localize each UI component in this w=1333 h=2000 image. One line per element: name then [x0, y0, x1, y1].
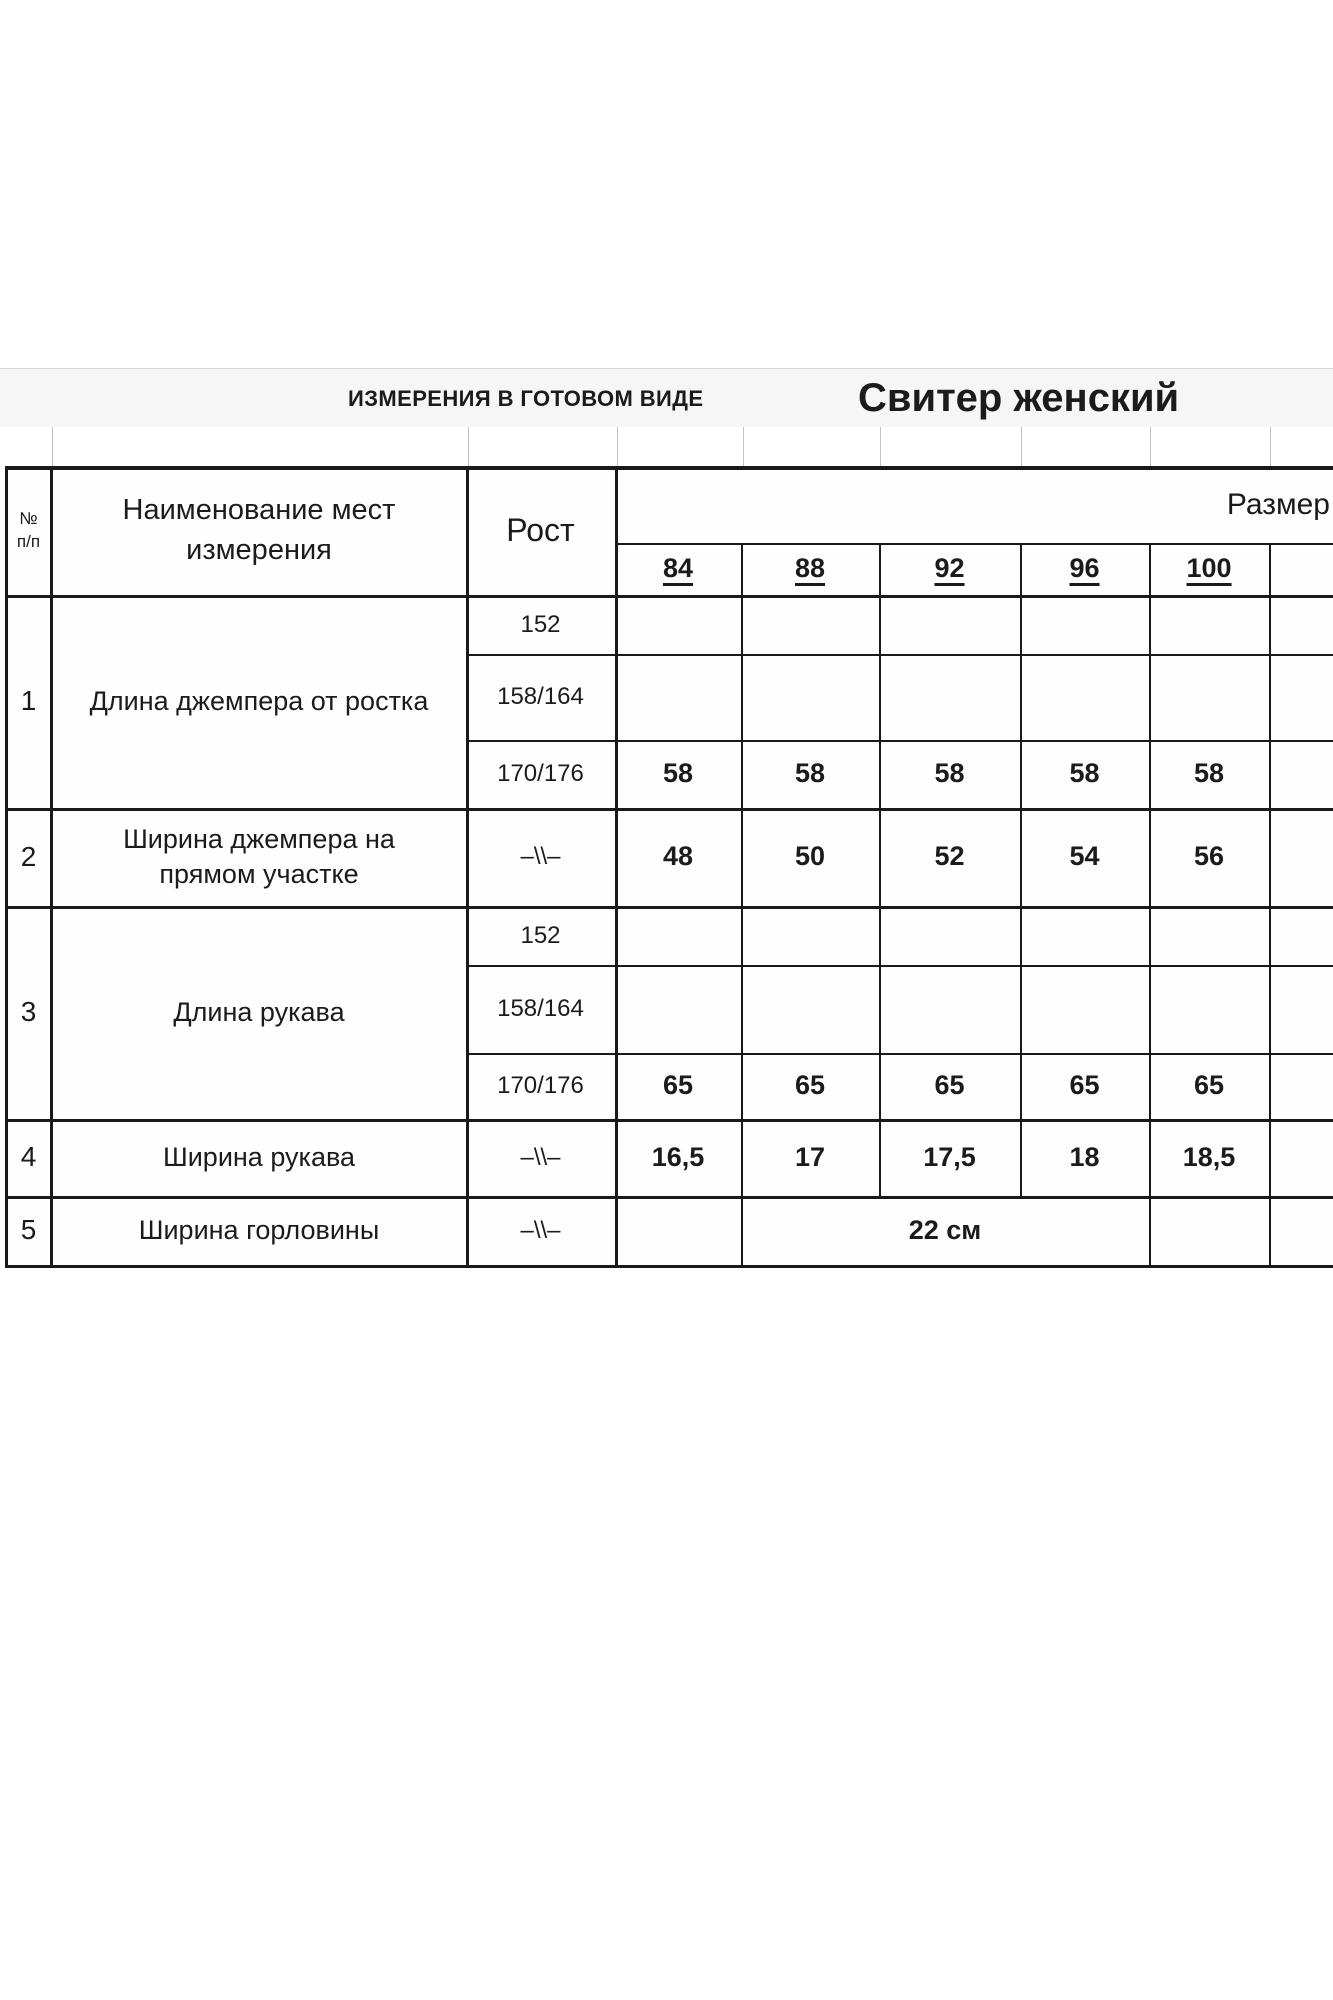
row1-value-84: 58 [662, 758, 694, 789]
row1-value-88: 58 [794, 758, 826, 789]
header-no-line2: п/п [16, 531, 41, 551]
gridline [468, 427, 469, 466]
gridline [1021, 427, 1022, 466]
header-size-84: 84 [662, 553, 694, 584]
row2-label-line1: Ширина джемпера на [123, 823, 395, 854]
row2-value-84: 48 [662, 841, 694, 872]
row4-value-84: 16,5 [651, 1141, 705, 1172]
row2-value-100: 56 [1193, 841, 1225, 872]
header-size-88: 88 [794, 553, 826, 584]
row4-number: 4 [20, 1141, 37, 1173]
header-size-92: 92 [934, 553, 965, 584]
gridline [1270, 427, 1271, 466]
row2-label-line2: прямом участке [159, 859, 359, 889]
row1-value-100: 58 [1193, 758, 1225, 789]
row2-label [52, 808, 466, 906]
row3-number: 3 [20, 996, 37, 1028]
row3-height-170-176: 170/176 [497, 1072, 584, 1100]
page-title: Свитер женский [858, 376, 1180, 420]
gridline [1150, 427, 1151, 466]
gridline [880, 427, 881, 466]
title-band [0, 368, 1333, 429]
row1-height-152: 152 [520, 610, 561, 638]
row2-height-ditto: –\\– [520, 843, 561, 871]
row1-height-170-176: 170/176 [497, 760, 584, 788]
row3-value-92: 65 [934, 1070, 965, 1101]
row2-value-88: 50 [794, 841, 826, 872]
header-no-line1: № [19, 508, 38, 528]
row4-value-88: 17 [794, 1141, 826, 1172]
measurement-table [5, 466, 1333, 1268]
row3-height-158-164: 158/164 [497, 995, 584, 1023]
header-measure-name-line2: измерения [186, 533, 332, 566]
row3-height-152: 152 [520, 921, 561, 949]
empty-spreadsheet-row [0, 427, 1333, 466]
row5-number: 5 [20, 1214, 37, 1246]
table-subtitle: ИЗМЕРЕНИЯ В ГОТОВОМ ВИДЕ [348, 385, 704, 411]
row1-label: Длина джемпера от ростка [89, 685, 429, 716]
row5-label: Ширина горловины [138, 1214, 380, 1245]
row3-value-100: 65 [1193, 1070, 1225, 1101]
row4-value-92: 17,5 [923, 1141, 976, 1172]
gridline [617, 427, 618, 466]
row2-value-92: 52 [934, 841, 965, 872]
row4-value-100: 18,5 [1182, 1141, 1236, 1172]
row1-number: 1 [20, 685, 37, 717]
header-no [5, 466, 52, 595]
row5-merged-value: 22 см [908, 1214, 982, 1245]
gridline [743, 427, 744, 466]
row3-value-84: 65 [662, 1070, 694, 1101]
header-size-96: 96 [1069, 553, 1100, 584]
table-border-bottom [5, 1265, 1333, 1268]
row1-value-92: 58 [934, 758, 965, 789]
row3-label: Длина рукава [173, 996, 345, 1027]
row3-value-88: 65 [794, 1070, 826, 1101]
gridline [52, 427, 53, 466]
header-measure-name-line1: Наименование мест [122, 494, 396, 527]
row4-value-96: 18 [1069, 1141, 1100, 1172]
row3-value-96: 65 [1069, 1070, 1100, 1101]
row2-number: 2 [20, 840, 37, 872]
header-size-100: 100 [1186, 553, 1232, 584]
header-size-group: Размер [1226, 488, 1330, 521]
row5-height-ditto: –\\– [520, 1216, 561, 1244]
row1-value-96: 58 [1069, 758, 1100, 789]
row4-label: Ширина рукава [162, 1141, 356, 1172]
header-height: Рост [506, 511, 575, 548]
row2-value-96: 54 [1069, 841, 1100, 872]
row4-height-ditto: –\\– [520, 1143, 561, 1171]
header-measure-name [52, 466, 466, 595]
row1-height-158-164: 158/164 [497, 683, 584, 711]
